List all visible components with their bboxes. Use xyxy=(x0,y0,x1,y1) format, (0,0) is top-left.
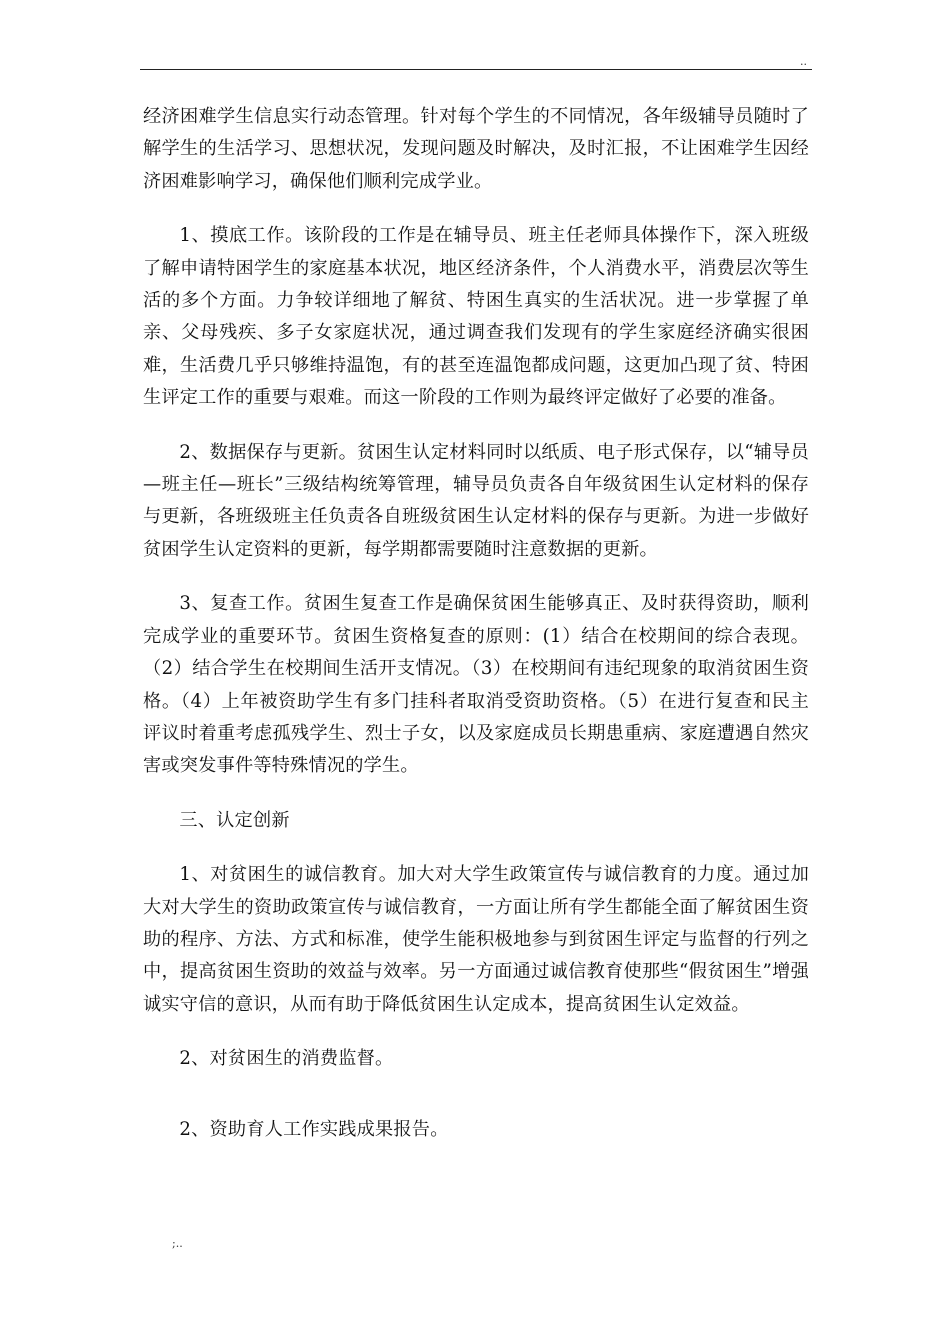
paragraph-integrity-education: 1、对贫困生的诚信教育。加大对大学生政策宣传与诚信教育的力度。通过加大对大学生的资助政策宣传与诚信教育，一方面让所有学生都能全面了解贫困生资助的程序、方法、方式和标准，使学生能积极地参与到贫困生评定与监督的行列之中，提高贫困生资助的效益与效率。另一方面通过诚信教育使那些“假贫困生”增强诚实守信的意识，从而有助于降低贫困生认定成本，提高贫困生认定效益。 xyxy=(143,864,809,1015)
document-body xyxy=(143,101,809,1146)
section-heading-innovation: 三、认定创新 xyxy=(179,809,290,831)
paragraph-survey-work: 1、摸底工作。该阶段的工作是在辅导员、班主任老师具体操作下，深入班级了解申请特困学生的家庭基本状况，地区经济条件，个人消费水平，消费层次等生活的多个方面。力争较详细地了解贫、特困生真实的生活状况。进一步掌握了单亲、父母残疾、多子女家庭状况，通过调查我们发现有的学生家庭经济确实很困难，生活费几乎只够维持温饱，有的甚至连温饱都成问题，这更加凸现了贫、特困生评定工作的重要与艰难。而这一阶段的工作则为最终评定做好了必要的准备。 xyxy=(143,225,809,409)
header-mark: .. xyxy=(800,55,807,68)
paragraph-consumption-monitoring: 2、对贫困生的消费监督。 xyxy=(179,1048,394,1070)
footer-mark: ;.. xyxy=(172,1237,183,1250)
paragraph-report-title: 2、资助育人工作实践成果报告。 xyxy=(179,1118,449,1140)
header-rule xyxy=(140,69,812,70)
paragraph-continuation: 经济困难学生信息实行动态管理。针对每个学生的不同情况，各年级辅导员随时了解学生的生活学习、思想状况，发现问题及时解决，及时汇报，不让困难学生因经济困难影响学习，确保他们顺利完成学业。 xyxy=(143,106,809,192)
paragraph-data-storage: 2、数据保存与更新。贫困生认定材料同时以纸质、电子形式保存，以“辅导员—班主任—班长”三级结构统筹管理，辅导员负责各自年级贫困生认定材料的保存与更新，各班级班主任负责各自班级贫困生认定材料的保存与更新。为进一步做好贫困学生认定资料的更新，每学期都需要随时注意数据的更新。 xyxy=(143,441,809,560)
paragraph-review-work: 3、复查工作。贫困生复查工作是确保贫困生能够真正、及时获得资助，顺利完成学业的重要环节。贫困生资格复查的原则：(1）结合在校期间的综合表现。（2）结合学生在校期间生活开支情况。（3）在校期间有违纪现象的取消贫困生资格。（4）上年被资助学生有多门挂科者取消受资助资格。（5）在进行复查和民主评议时着重考虑孤残学生、烈士子女，以及家庭成员长期患重病、家庭遭遇自然灾害或突发事件等特殊情况的学生。 xyxy=(143,593,809,777)
